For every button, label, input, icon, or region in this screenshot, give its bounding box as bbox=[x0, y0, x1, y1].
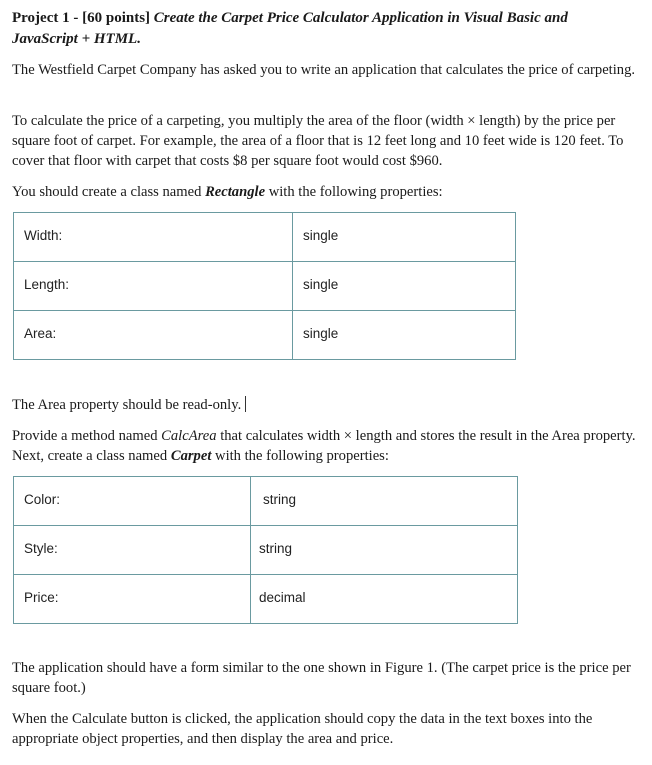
property-type: decimal bbox=[259, 590, 306, 605]
property-name: Style: bbox=[24, 541, 58, 556]
table-row bbox=[14, 213, 516, 262]
property-type-cell bbox=[293, 311, 516, 360]
form-paragraph: The application should have a form similar to the one shown in Figure 1. (The carpet price is the price per square foot.) bbox=[12, 660, 631, 696]
intro-paragraph: The Westfield Carpet Company has asked you to write an application that calculates the price of carpeting. bbox=[12, 62, 636, 78]
calc-paragraph: To calculate the price of a carpeting, you multiply the area of the floor (width × length) by the price per square foot of carpet. For example, the area of a floor that is 12 feet long and 10 feet wide is 120 feet. To cover that floor with carpet that costs $8 per square foot would cost $960. bbox=[12, 113, 624, 169]
rectangle-properties-table bbox=[13, 212, 516, 360]
property-name-cell bbox=[14, 526, 251, 575]
property-name: Color: bbox=[24, 492, 61, 507]
rect-intro-paragraph bbox=[12, 182, 642, 202]
method-before: Provide a method named bbox=[12, 428, 162, 444]
property-name-cell bbox=[14, 575, 251, 624]
method-middle: that calculates width × length and stores the result in the Area property. Next, create a class named bbox=[12, 428, 636, 464]
rect-intro-after: with the following properties: bbox=[265, 184, 443, 200]
table-row bbox=[14, 526, 518, 575]
carpet-class-name: Carpet bbox=[170, 448, 212, 464]
property-name: Price: bbox=[24, 590, 59, 605]
text-cursor bbox=[245, 396, 246, 412]
property-type: string bbox=[259, 541, 293, 556]
table-row bbox=[14, 262, 516, 311]
property-type-cell bbox=[251, 575, 518, 624]
method-after: with the following properties: bbox=[211, 448, 389, 464]
table-row bbox=[14, 311, 516, 360]
project-title bbox=[12, 8, 637, 50]
property-name-cell bbox=[14, 262, 293, 311]
area-readonly-text: The Area property should be read-only. bbox=[12, 397, 242, 413]
table-row bbox=[14, 575, 518, 624]
property-type-cell bbox=[293, 213, 516, 262]
property-name: Width: bbox=[24, 228, 63, 243]
property-name-cell bbox=[14, 311, 293, 360]
rect-intro-before: You should create a class named bbox=[12, 184, 206, 200]
method-paragraph bbox=[12, 426, 648, 466]
property-type: single bbox=[303, 228, 339, 243]
rectangle-class-name: Rectangle bbox=[205, 184, 266, 200]
property-type: single bbox=[303, 326, 339, 341]
property-type-cell bbox=[251, 477, 518, 526]
property-type-cell bbox=[251, 526, 518, 575]
property-name-cell bbox=[14, 477, 251, 526]
table-row bbox=[14, 477, 518, 526]
calcarea-method-name: CalcArea bbox=[161, 428, 217, 444]
carpet-properties-table bbox=[13, 476, 518, 624]
property-name: Area: bbox=[24, 326, 57, 341]
title-prefix: Project 1 - [60 points] bbox=[12, 10, 151, 26]
calculate-paragraph: When the Calculate button is clicked, the application should copy the data in the text boxes into the appropriate object properties, and then display the area and price. bbox=[12, 711, 593, 747]
property-name: Length: bbox=[24, 277, 70, 292]
property-type-cell bbox=[293, 262, 516, 311]
property-name-cell bbox=[14, 213, 293, 262]
property-type: single bbox=[303, 277, 339, 292]
property-type: string bbox=[263, 492, 297, 507]
title-italic: Create the Carpet Price Calculator Application in Visual Basic and JavaScript + HTML. bbox=[12, 10, 568, 47]
area-readonly-paragraph[interactable] bbox=[12, 395, 246, 415]
